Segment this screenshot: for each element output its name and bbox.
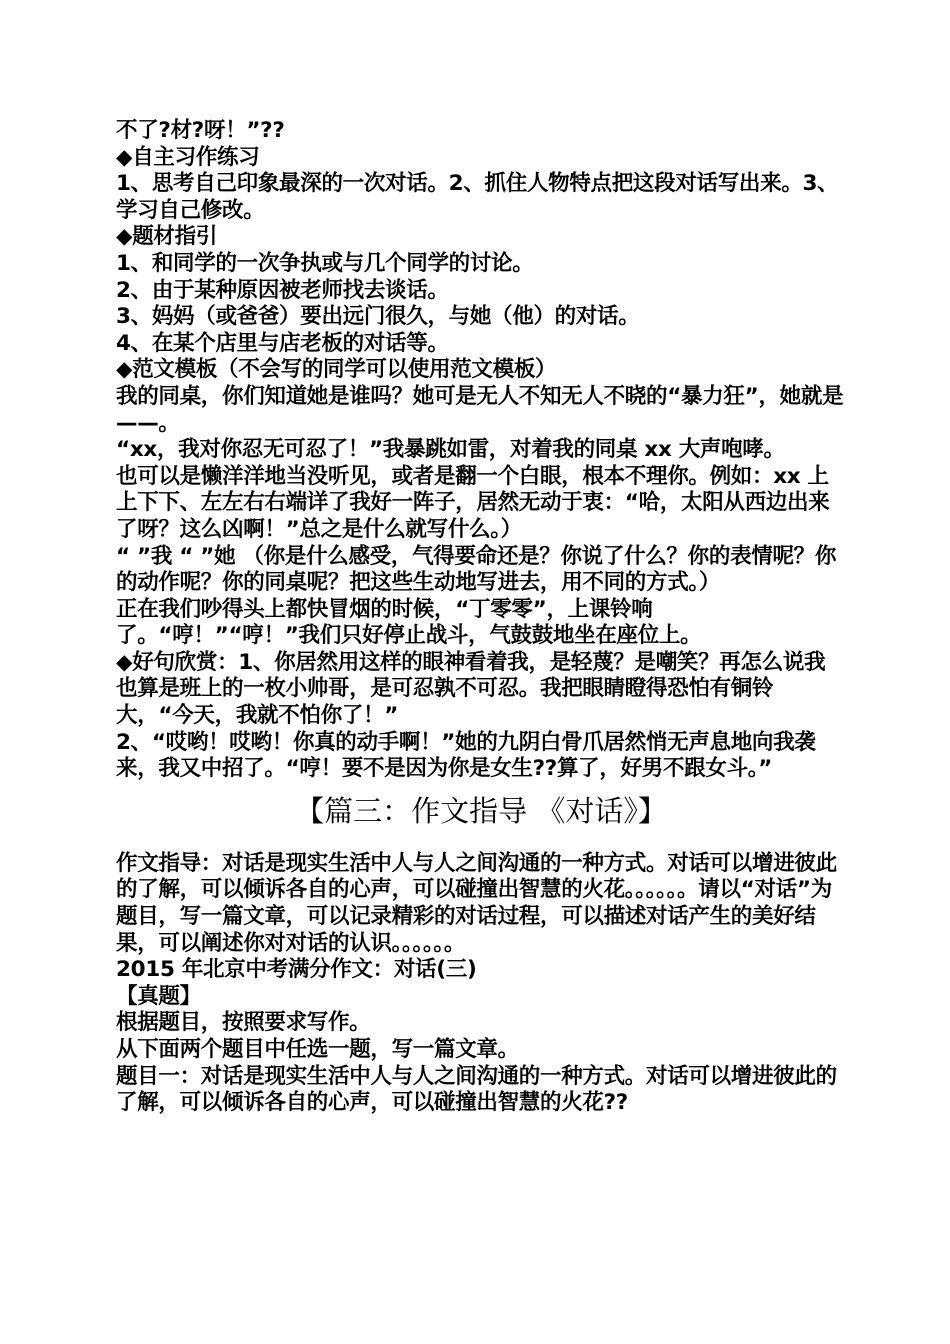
document-page	[116, 118, 846, 1117]
section-bullet-practice: ◆自主习作练习	[116, 144, 260, 170]
text-paragraph: 正在我们吵得头上都快冒烟的时候，“丁零零”，上课铃响了。“哼！”“哼！”我们只好停止战斗，气鼓鼓地坐在座位上。	[116, 596, 702, 649]
text-line: 1、和同学的一次争执或与几个同学的讨论。	[116, 250, 534, 276]
text-paragraph: 也可以是懒洋洋地当没听见，或者是翻一个白眼，根本不理你。例如：xx 上上下下、左左右右端详了我好一阵子，居然无动于衷：“哈，太阳从西边出来了呀？这么凶啊！”总之是什么就写什么。）	[116, 463, 830, 542]
section-heading: 【篇三：作文指导 《对话》】	[295, 793, 667, 828]
text-line: 4、在某个店里与店老板的对话等。	[116, 330, 449, 356]
text-paragraph: “ ”我 “ ”她 （你是什么感受，气得要命还是？你说了什么？你的表情呢？你的动作呢？你的同桌呢？把这些生动地写进去，用不同的方式。）	[116, 543, 837, 596]
text-line: 2、由于某种原因被老师找去谈话。	[116, 277, 449, 303]
text-line: 【真题】	[116, 983, 201, 1009]
text-line: 3、妈妈（或爸爸）要出远门很久，与她（他）的对话。	[116, 304, 640, 330]
section-bullet-sentences: ◆好句欣赏：1、你居然用这样的眼神看着我，是轻蔑？是嘲笑？再怎么说我也算是班上的一枚小帅哥，是可忍孰不可忍。我把眼睛瞪得恐怕有铜铃大，“今天，我就不怕你了！”	[116, 649, 826, 729]
section-bullet-topics: ◆题材指引	[116, 224, 218, 250]
text-paragraph: 题目一：对话是现实生活中人与人之间沟通的一种方式。对话可以增进彼此的了解，可以倾诉各自的心声，可以碰撞出智慧的火花??	[116, 1063, 837, 1116]
text-line: 1、思考自己印象最深的一次对话。2、抓住人物特点把这段对话写出来。3、学习自己修改。	[116, 171, 839, 223]
text-paragraph: “xx，我对你忍无可忍了！”我暴跳如雷，对着我的同桌 xx 大声咆哮。	[116, 437, 785, 463]
text-line: 从下面两个题目中任选一题，写一篇文章。	[116, 1037, 519, 1062]
text-line: 2015 年北京中考满分作文：对话(三)	[116, 957, 477, 983]
text-paragraph: 作文指导：对话是现实生活中人与人之间沟通的一种方式。对话可以增进彼此的了解，可以倾诉各自的心声，可以碰撞出智慧的火花。。。。。。请以“对话”为题目，写一篇文章，可以记录精彩的对话过程，可以描述对话产生的美好结果，可以阐述你对对话的认识。。。。。。	[116, 850, 837, 956]
text-paragraph: 2、“哎哟！哎哟！你真的动手啊！”她的九阴白骨爪居然悄无声息地向我袭来，我又中招了。“哼！要不是因为你是女生??算了，好男不跟女斗。”	[116, 729, 816, 782]
text-paragraph: 我的同桌，你们知道她是谁吗？她可是无人不知无人不晓的“暴力狂”，她就是——。	[116, 383, 844, 436]
text-line: 根据题目，按照要求写作。	[116, 1010, 371, 1036]
section-bullet-template: ◆范文模板（不会写的同学可以使用范文模板）	[116, 357, 557, 383]
text-line: 不了?材?呀！”??	[116, 118, 285, 143]
